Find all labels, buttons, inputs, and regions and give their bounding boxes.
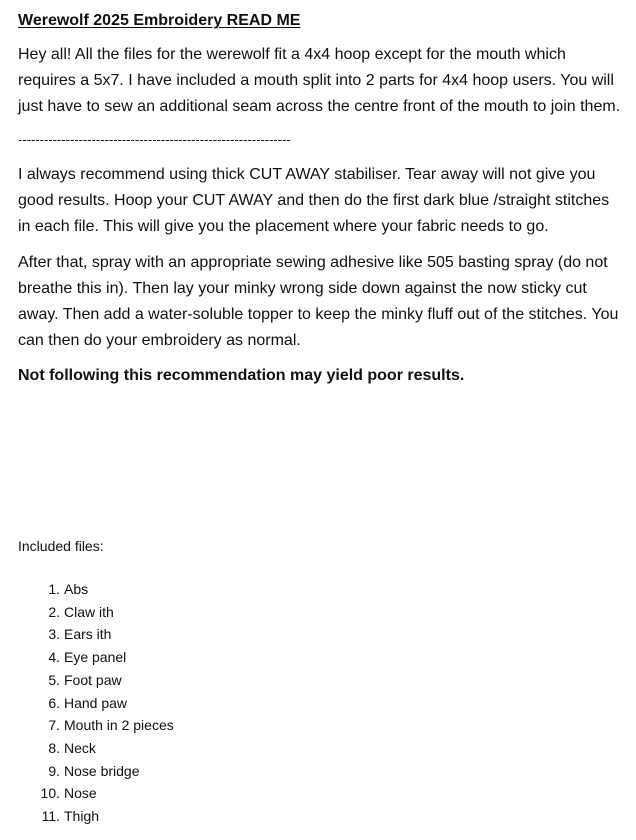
list-item-name: Eye panel <box>64 649 127 666</box>
document <box>18 10 622 825</box>
adhesive-paragraph: After that, spray with an appropriate sewing adhesive like 505 basting spray (do not breathe this in). Then lay your minky wrong side down against the now sticky cut away. Then add a water-soluble topper to keep the minky fluff out of the stitches. You can then do your embroidery as normal. <box>18 254 619 349</box>
list-item-name: Hand paw <box>64 694 128 711</box>
list-item-number: 10. <box>40 785 60 802</box>
stabiliser-paragraph: I always recommend using thick CUT AWAY stabiliser. Tear away will not give you good results. Hoop your CUT AWAY and then do the first dark blue /straight stitches in each file. This will give you the placement where your fabric needs to go. <box>18 166 610 235</box>
list-item <box>18 737 174 760</box>
list-item-name: Claw ith <box>64 603 114 620</box>
list-item-number: 7. <box>48 717 60 734</box>
list-item-name: Abs <box>64 581 89 597</box>
list-item-name: Nose bridge <box>64 762 140 779</box>
list-item-name: Mouth in 2 pieces <box>64 717 174 734</box>
list-item-number: 1. <box>48 581 60 597</box>
list-item-name: Neck <box>64 739 96 756</box>
list-item-number: 9. <box>48 762 60 779</box>
file-list <box>18 578 174 828</box>
list-item-name: Nose <box>64 785 97 802</box>
included-files-label: Included files: <box>18 538 104 554</box>
document-title: Werewolf 2025 Embroidery READ ME <box>18 12 301 29</box>
list-item-number: 5. <box>48 671 60 688</box>
list-item <box>18 714 174 737</box>
list-item <box>18 669 174 692</box>
list-item <box>18 760 174 783</box>
list-item-number: 6. <box>48 694 60 711</box>
warning-text: Not following this recommendation may yield poor results. <box>18 367 465 384</box>
list-item-name: Foot paw <box>64 671 122 688</box>
list-item-name: Thigh <box>64 808 100 825</box>
list-item <box>18 578 174 601</box>
list-item-number: 3. <box>48 626 60 643</box>
list-item-name: Ears ith <box>64 626 112 643</box>
separator-line: --------------------------------------------------------------- <box>18 132 291 147</box>
list-item <box>18 692 174 715</box>
list-item-number: 2. <box>48 603 60 620</box>
intro-paragraph: Hey all! All the files for the werewolf fit a 4x4 hoop except for the mouth which requires a 5x7. I have included a mouth split into 2 parts for 4x4 hoop users. You will just have to sew an additional seam across the centre front of the mouth to join them. <box>18 46 621 115</box>
list-item <box>18 601 174 624</box>
list-item <box>18 805 174 828</box>
list-item <box>18 646 174 669</box>
list-item <box>18 782 174 805</box>
list-item-number: 11. <box>41 808 60 825</box>
list-item-number: 8. <box>48 739 60 756</box>
list-item <box>18 623 174 646</box>
list-item-number: 4. <box>48 649 60 666</box>
